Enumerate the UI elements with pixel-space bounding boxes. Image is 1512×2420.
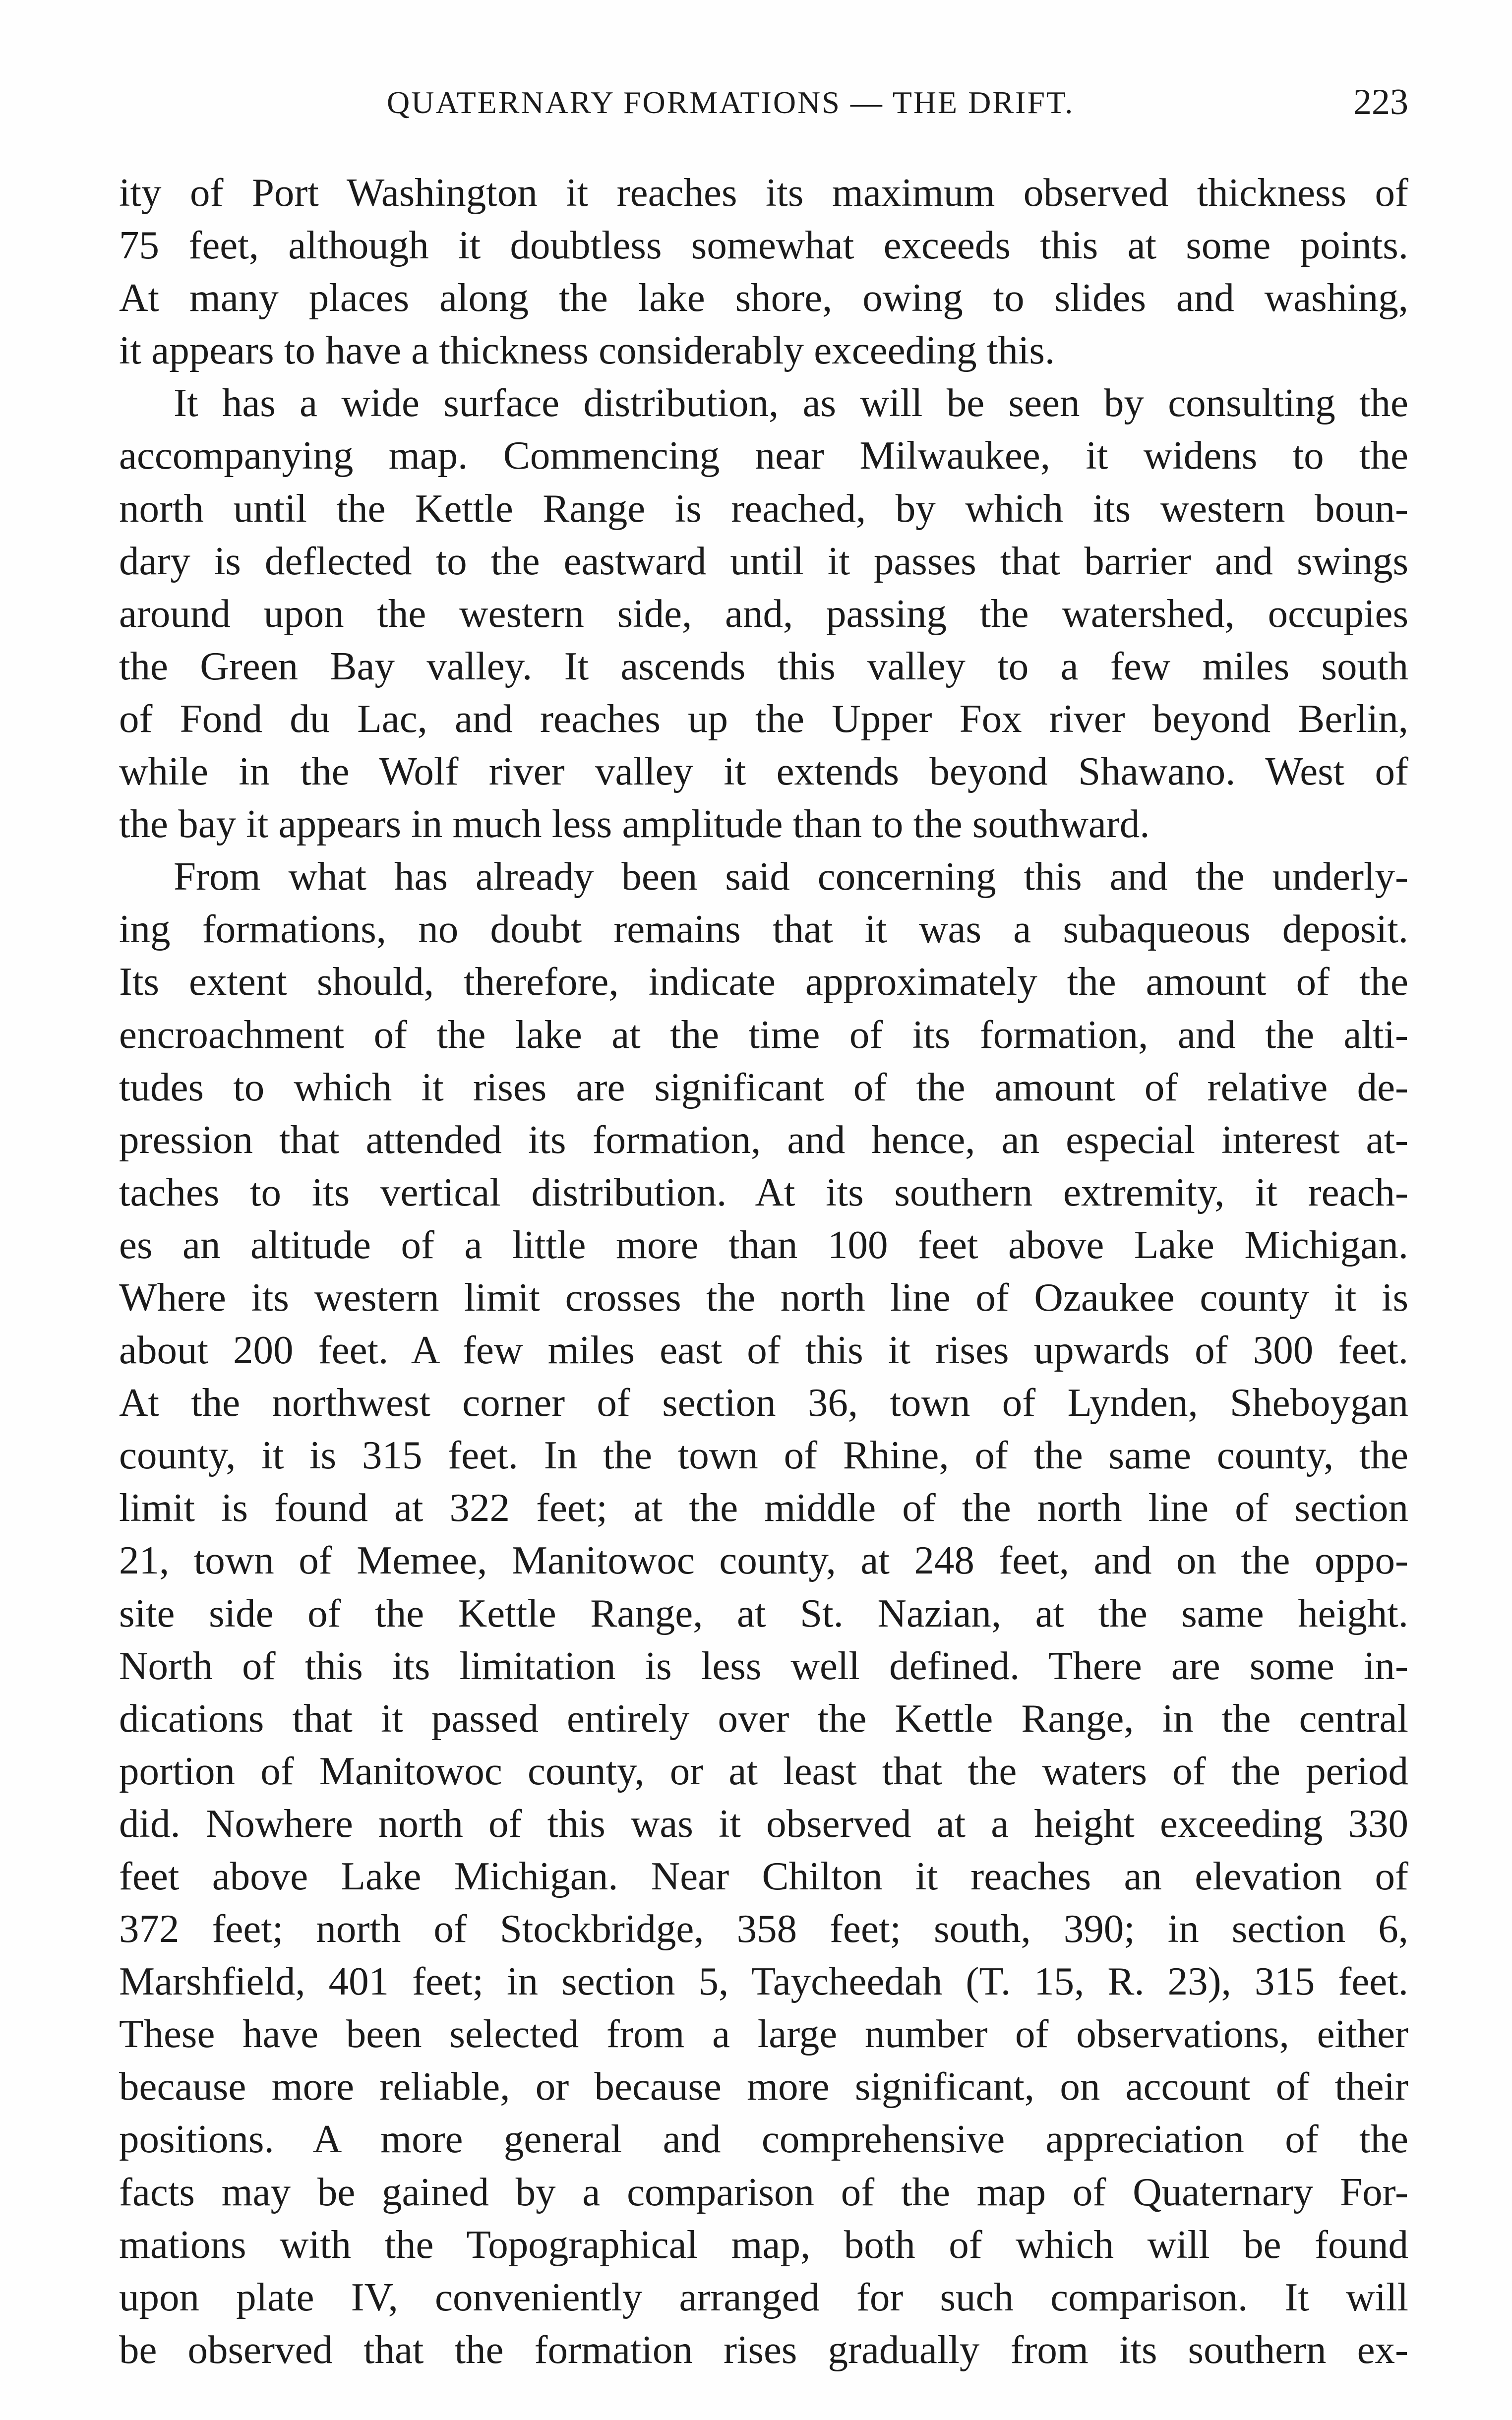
text-line: At many places along the lake shore, owing to slides and washing, xyxy=(119,275,1408,320)
text-line: At the northwest corner of section 36, town of Lynden, Sheboygan xyxy=(119,1380,1408,1425)
text-line: while in the Wolf river valley it extends beyond Shawano. West of xyxy=(119,749,1408,794)
text-line: upon plate IV, conveniently arranged for such comparison. It will xyxy=(119,2274,1408,2319)
text-line: It has a wide surface distribution, as will be seen by consulting the xyxy=(174,380,1408,425)
text-line: North of this its limitation is less well defined. There are some in- xyxy=(119,1643,1408,1688)
text-line: Its extent should, therefore, indicate approximately the amount of the xyxy=(119,959,1408,1004)
text-line: mations with the Topographical map, both of which will be found xyxy=(119,2222,1408,2267)
text-line: did. Nowhere north of this was it observed at a height exceeding 330 xyxy=(119,1801,1408,1846)
text-line: pression that attended its formation, and hence, an especial interest at- xyxy=(119,1117,1408,1162)
body-text xyxy=(119,166,1408,2376)
text-line: facts may be gained by a comparison of the map of Quaternary For- xyxy=(119,2169,1408,2214)
text-line: portion of Manitowoc county, or at least that the waters of the period xyxy=(119,1748,1408,1793)
text-line: accompanying map. Commencing near Milwaukee, it widens to the xyxy=(119,433,1408,478)
text-line: 372 feet; north of Stockbridge, 358 feet; south, 390; in section 6, xyxy=(119,1906,1408,1951)
text-line: ity of Port Washington it reaches its maximum observed thickness of xyxy=(119,170,1408,215)
text-line: north until the Kettle Range is reached, by which its western boun- xyxy=(119,485,1408,531)
text-line: because more reliable, or because more significant, on account of their xyxy=(119,2064,1408,2109)
text-line: it appears to have a thickness considerably exceeding this. xyxy=(119,328,1055,373)
text-line: be observed that the formation rises gradually from its southern ex- xyxy=(119,2327,1408,2372)
text-line: tudes to which it rises are significant of the amount of relative de- xyxy=(119,1064,1408,1109)
text-line: 21, town of Memee, Manitowoc county, at 248 feet, and on the oppo- xyxy=(119,1538,1408,1583)
text-line: of Fond du Lac, and reaches up the Upper Fox river beyond Berlin, xyxy=(119,696,1408,741)
text-line: limit is found at 322 feet; at the middle of the north line of section xyxy=(119,1485,1408,1530)
text-line: the Green Bay valley. It ascends this valley to a few miles south xyxy=(119,643,1408,688)
text-line: es an altitude of a little more than 100 feet above Lake Michigan. xyxy=(119,1222,1408,1267)
text-line: about 200 feet. A few miles east of this it rises upwards of 300 feet. xyxy=(119,1328,1408,1373)
text-line: site side of the Kettle Range, at St. Nazian, at the same height. xyxy=(119,1590,1408,1635)
text-line: feet above Lake Michigan. Near Chilton it reaches an elevation of xyxy=(119,1854,1408,1898)
text-line: Marshfield, 401 feet; in section 5, Taycheedah (T. 15, R. 23), 315 feet. xyxy=(119,1959,1408,2004)
text-line: Where its western limit crosses the north line of Ozaukee county it is xyxy=(119,1274,1408,1320)
text-line: 75 feet, although it doubtless somewhat exceeds this at some points. xyxy=(119,223,1408,268)
text-line: These have been selected from a large number of observations, either xyxy=(119,2011,1408,2057)
running-title: QUATERNARY FORMATIONS — THE DRIFT. xyxy=(387,85,1075,120)
text-line: dications that it passed entirely over the Kettle Range, in the central xyxy=(119,1695,1408,1741)
text-line: around upon the western side, and, passing the watershed, occupies xyxy=(119,591,1408,636)
text-line: From what has already been said concerning this and the underly- xyxy=(174,854,1408,899)
text-line: encroachment of the lake at the time of its formation, and the alti- xyxy=(119,1012,1408,1057)
text-line: dary is deflected to the eastward until it passes that barrier and swings xyxy=(119,538,1408,583)
text-line: county, it is 315 feet. In the town of Rhine, of the same county, the xyxy=(119,1433,1408,1478)
page-number: 223 xyxy=(1353,82,1408,122)
running-head xyxy=(119,74,1408,129)
text-line: the bay it appears in much less amplitude than to the southward. xyxy=(119,801,1150,847)
text-line: positions. A more general and comprehensive appreciation of the xyxy=(119,2117,1408,2162)
text-line: taches to its vertical distribution. At its southern extremity, it reach- xyxy=(119,1169,1408,1214)
text-line: ing formations, no doubt remains that it was a subaqueous deposit. xyxy=(119,907,1408,952)
